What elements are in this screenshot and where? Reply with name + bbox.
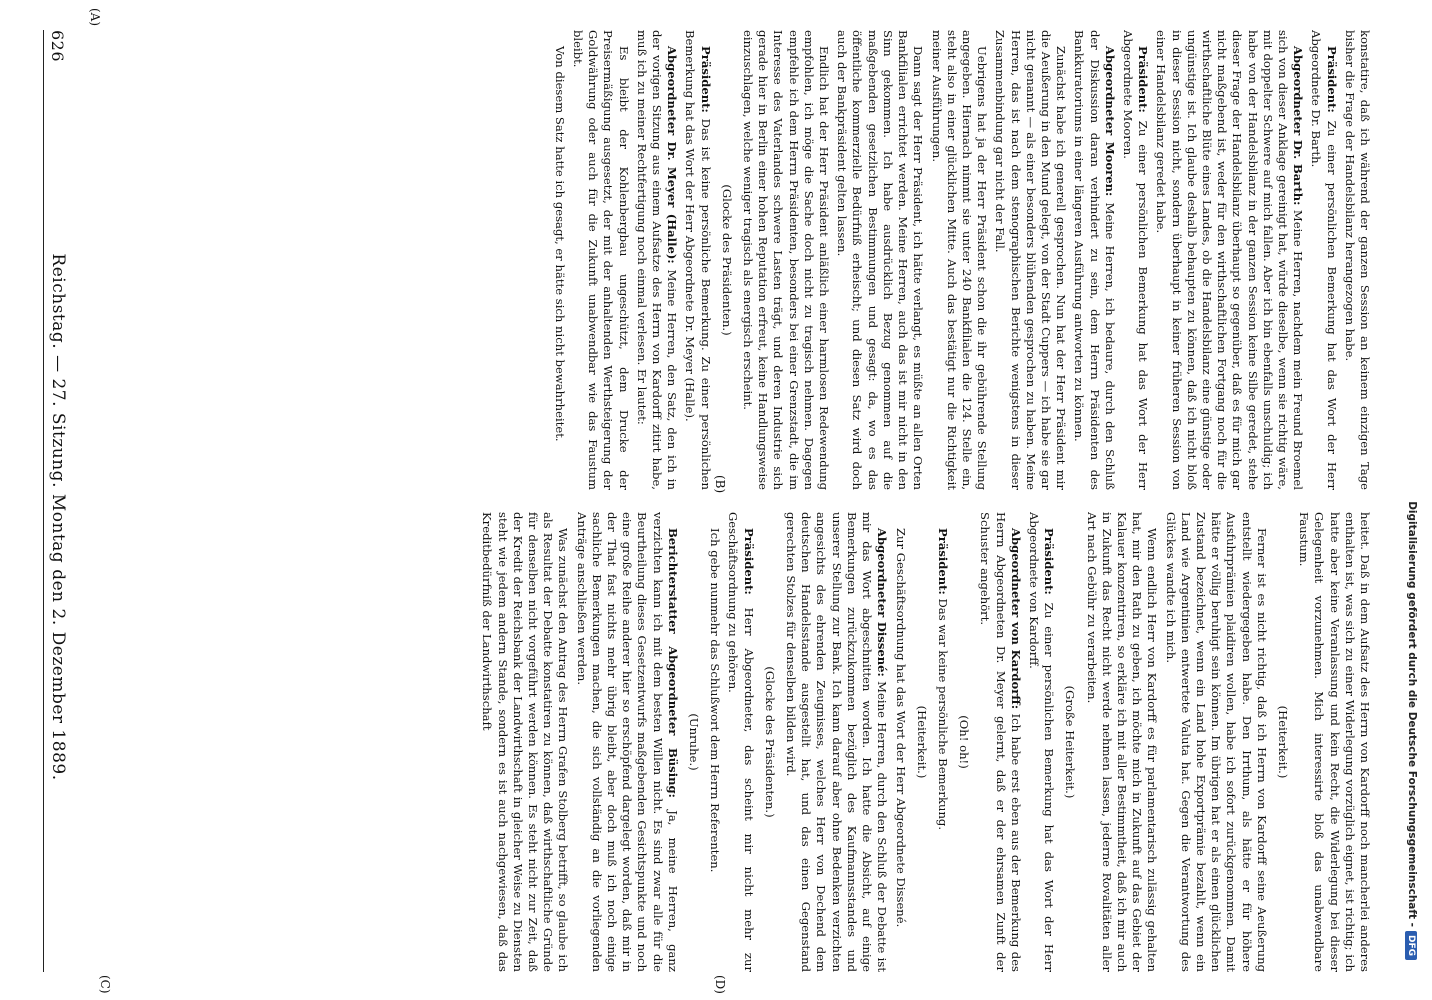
- paragraph: konstatire, daß ich während der ganzen Session an keinem einzigen Tage bisher die Frage der Handelsbilanz herangezogen habe.: [1342, 30, 1372, 490]
- paragraph-text: Herr Abgeordneter, das scheint mir nicht mehr zur Geschäftsordnung zu gehören.: [726, 512, 756, 972]
- paragraph: heitet. Daß in dem Aufsatz des Herrn von Kardorff noch mancherlei anderes enthalten ist, was sich zu einer Widerlegung vorzüglich eignet, ist richtig; ich hatte aber keine Veranlassung und kein Recht, die Widerlegung bei dieser Gelegenheit vorzunehmen. Mich interessirte bloß das unabwendbare Faustum.: [1297, 512, 1372, 972]
- paragraph: [725, 512, 755, 972]
- speaker-label: Präsident:: [741, 528, 756, 595]
- stage-direction: (Glocke des Präsidenten.): [762, 666, 777, 818]
- paragraph: [1308, 30, 1338, 490]
- paragraph: Dann sagt der Herr Präsident, ich hätte verlangt, es müßte an allen Orten Bankfilialen errichtet werden. Meine Herren, auch das ist mir nicht in den Sinn gekommen. Ich habe ausdrücklich Bezug genommen auf die maßgebenden gesetzlichen Bestimmungen und gesagt: da, wo es das öffentliche kommerzielle Bedürfniß erheischt; und diesen Satz wird doch auch der Bankpräsident gelten lassen.: [835, 30, 926, 490]
- paragraph: Was zunächst den Antrag des Herrn Grafen Stolberg betrifft, so glaube ich als Resultat der Debatte konstatiren zu können, daß wirthschaftliche Gründe für denselben nicht vorgeführt werden können. Es steht nicht zur Zeit, daß der Kredit der Reichsbank der Landwirthschaft in gleicher Weise zu Diensten steht wie jedem andern Stande, sondern es ist auch nachgewiesen, daß das Kreditbedürfniß der Landwirthschaft: [480, 512, 571, 972]
- paragraph: Ferner ist es nicht richtig, daß ich Herrn von Kardorff seine Aeußerung entstellt wiedergegeben habe. Den Irrthum, als hätte er für höhere Ausfuhrprämien plaidiren wollen, habe ich sofort zurückgenommen. Damit hätte er völlig beruhigt sein können. Im übrigen hat er als einen glücklichen Zustand bezeichnet, wenn ein Land hohe Exportprämie bezahlt, wenn ein Land wie Argentinien entwertete Valuta hat. Gegen die Verantwortung des Glückes wandte ich mich.: [1163, 512, 1269, 972]
- paragraph: [1026, 512, 1056, 972]
- paragraph: [573, 512, 679, 972]
- stage-direction: (Glocke des Präsidenten.): [719, 184, 734, 336]
- speaker-label: Präsident:: [1042, 528, 1057, 595]
- paragraph-text: Zu einer persönlichen Bemerkung hat das Wort der Herr Abgeordnete Dr. Barth.: [1309, 30, 1339, 490]
- paragraph: [935, 512, 950, 972]
- paragraph: [783, 512, 889, 972]
- paragraph-text: Zu einer persönlichen Bemerkung hat das Wort der Herr Abgeordnete Mooren.: [1120, 30, 1151, 490]
- speaker-label: Präsident:: [1136, 46, 1151, 113]
- paragraph: [1071, 30, 1117, 490]
- speaker-label: Präsident:: [1324, 46, 1339, 113]
- stage-direction: (Oh! oh!): [957, 715, 972, 769]
- paragraph: Wenn endlich Herr von Kardorff es für parlamentarisch zulässig gehalten hat, mir den Rath zu geben, ich möchte mich in Zukunft auf das Gebiet der Kalauer konzentriren, so erkläre ich mit aller Bestimmtheit, daß ich mir auch in Zukunft das Recht nicht werde nehmen lassen, jederne Rovalitäten aller Art nach Gebühr zu verarbeiten.: [1084, 512, 1160, 972]
- paragraph: Uebrigens hat ja der Herr Präsident schon die ihr gebührende Stellung angegeben. Hiernach nimmt sie unter 240 Bankfilialen die 124. Stelle ein, steht also in einer glücklichen Mitte. Auch das bestätigt nur die Richtigkeit meiner Ausführungen.: [929, 30, 990, 490]
- speaker-label: Berichterstatter Abgeordneter Büsing:: [665, 528, 680, 798]
- paragraph: [1120, 30, 1150, 490]
- paragraph: Ich gebe nunmehr das Schlußwort dem Herrn Referenten.: [708, 528, 723, 873]
- page-number: 626: [48, 30, 67, 63]
- paragraph-text: Ja, meine Herren, ganz verzichten kann ich mit dem besten Willen nicht. Es sind zwar alle für die Beurtheilung dieses Gesetzentwurfs maßgebenden Gesichtspunkte und noch eine große Reihe anderer hier so erschöpfend dargelegt worden, daß mir in der That fast nichts mehr übrig bleibt, aber doch muß ich noch einige sachliche Bemerkungen machen, die sich vollständig an die vorliegenden Anträge anschließen werden.: [574, 512, 680, 972]
- margin-marker-c: (C): [98, 975, 112, 994]
- column-left: [92, 30, 1372, 490]
- paragraph: Zunächst habe ich generell gesprochen. Nun hat der Herr Präsident mir die Aeußerung in den Mund gelegt, von der Stadt Cuppers — ich habe sie gar nicht genannt — als einer besonders blühenden gesprochen zu haben. Meine Herren, das ist nach dem stenographischen Berichte wenigstens in dieser Zusammenbindung gar nicht der Fall.: [993, 30, 1069, 490]
- speaker-label: Abgeordneter Dr. Barth:: [1291, 46, 1306, 206]
- dfg-logo: DFG: [1405, 931, 1417, 960]
- speaker-label: Abgeordneter Mooren:: [1102, 46, 1117, 197]
- page-header: [43, 30, 82, 972]
- speaker-label: Abgeordneter von Kardorff:: [1008, 528, 1023, 710]
- margin-marker-a: (A): [88, 8, 102, 27]
- text-columns: [92, 30, 1372, 972]
- speaker-label: Abgeordneter Dr. Meyer (Halle):: [665, 46, 680, 264]
- paragraph-text: Meine Herren, nachdem mein Freund Broemel sich von dieser Anklage gereinigt hat, würde dieselbe, wenn sie richtig wäre, mit doppelter Schwere auf mich fallen. Aber ich bin ebenfalls unschuldig; ich habe von der Handelsbilanz in der ganzen Session keine Silbe geredet, stehe dieser Frage der Handelsbilanz überhaupt so gegenüber, daß es für mich gar nicht maßgebend ist, weder für den wirthschaftlichen Fortgang noch für die wirthschaftliche Blüte eines Landes, ob die Handelsbilanz eine günstige oder ungünstige ist. Ich glaube deshalb behaupten zu können, daß ich nicht bloß in dieser Session nicht, sondern überhaupt in keiner früheren Session von einer Handelsbilanz geredet habe.: [1154, 30, 1306, 490]
- stage-direction: (Heiterkeit.): [1275, 705, 1290, 779]
- speaker-label: Präsident:: [698, 46, 713, 113]
- stage-direction: (Heiterkeit.): [914, 705, 929, 779]
- margin-marker-d: (D): [713, 975, 727, 994]
- paragraph-text: Das ist keine persönliche Bemerkung. Zu einer persönlichen Bemerkung hat das Wort der Herr Abgeordnete Dr. Meyer (Halle).: [683, 30, 713, 490]
- paragraph: [634, 30, 680, 490]
- column-right: [92, 512, 1372, 972]
- paragraph-text: Meine Herren, den Satz, den ich in der vorigen Sitzung aus einem Aufsatze des Herrn von Kardorff zitirt habe, muß ich zu meiner Rechtfertigung noch einmal verlesen. Er lautet:: [634, 30, 680, 490]
- stage-direction: (Unruhe.): [687, 713, 702, 771]
- speaker-label: Präsident:: [935, 528, 950, 595]
- paragraph-text: Meine Herren, ich bedaure, durch den Schluß der Diskussion daran verhindert zu sein, dem Herrn Präsidenten des Bankkuratoriums in einer längeren Ausführung antworten zu können.: [1072, 30, 1117, 490]
- paragraph: [977, 512, 1023, 972]
- paragraph: Zur Geschäftsordnung hat das Wort der Herr Abgeordnete Dissené.: [893, 528, 908, 928]
- paragraph-text: Ich habe erst eben aus der Bemerkung des Herrn Abgeordneten Dr. Meyer gelernt, daß er der ehrsamen Zunft der Schuster angehört.: [978, 512, 1023, 972]
- paragraph-text: Zu einer persönlichen Bemerkung hat das Wort der Herr Abgeordnete von Kardorff.: [1026, 512, 1057, 972]
- margin-marker-b: (B): [713, 475, 727, 494]
- credit-text: Digitalisierung gefördert durch die Deutsche Forschungsgemeinschaft -: [1406, 501, 1418, 927]
- speaker-label: Abgeordneter Dissené:: [875, 528, 890, 677]
- paragraph: Endlich hat der Herr Präsident anläßlich einer harmlosen Redewendung empfohlen, ich möge die Sache doch nicht zu tragisch nehmen. Dagegen empfehle ich dem Herrn Präsidenten, besonders bei einer Grenzstadt, die im Interesse des Vaterlandes schwere Lasten trägt, und deren Industrie sich gerade hier in Berlin einer hohen Reputation erfreut, keine Handlungsweise einzuschlagen, welche weniger tragisch als energisch erscheint.: [741, 30, 832, 490]
- quotation: Es bleibt der Kohlenbergbau ungeschützt, dem Drucke der Preisermäßigung ausgesetzt, der mit der anhaltenden Werthsteigerung der Goldwährung oder auch für die Zukunft unabwendbar wie das Faustum bleibt.: [571, 30, 631, 490]
- paragraph-text: Das war keine persönliche Bemerkung.: [935, 598, 950, 831]
- stage-direction: (Große Heiterkeit.): [1063, 685, 1078, 799]
- paragraph-text: Meine Herren, durch den Schluß der Debatte ist mir das Wort abgeschnitten worden. Ich hatte die Absicht, auf einige Bemerkungen zurückzukommen bezüglich des Kaufmannsstandes und unserer Stellung zur Bank. Ich kann darauf aber ohne Bedenken verzichten angesichts des ehrenden Zeugnisses, welches Herr von Dechend dem deutschen Handelsstande ausgestellt hat, und das einen Gegenstand gerechten Stolzes für denselben bilden wird.: [784, 512, 890, 972]
- paragraph: [1153, 30, 1305, 490]
- paragraph: [682, 30, 712, 490]
- paragraph: Von diesem Satz hatte ich gesagt, er hätte sich nicht bewahrheitet.: [552, 46, 567, 442]
- page-title: Reichstag. — 27. Sitzung. Montag den 2. Dezember 1889.: [48, 253, 68, 781]
- digitization-credit: [1405, 200, 1418, 960]
